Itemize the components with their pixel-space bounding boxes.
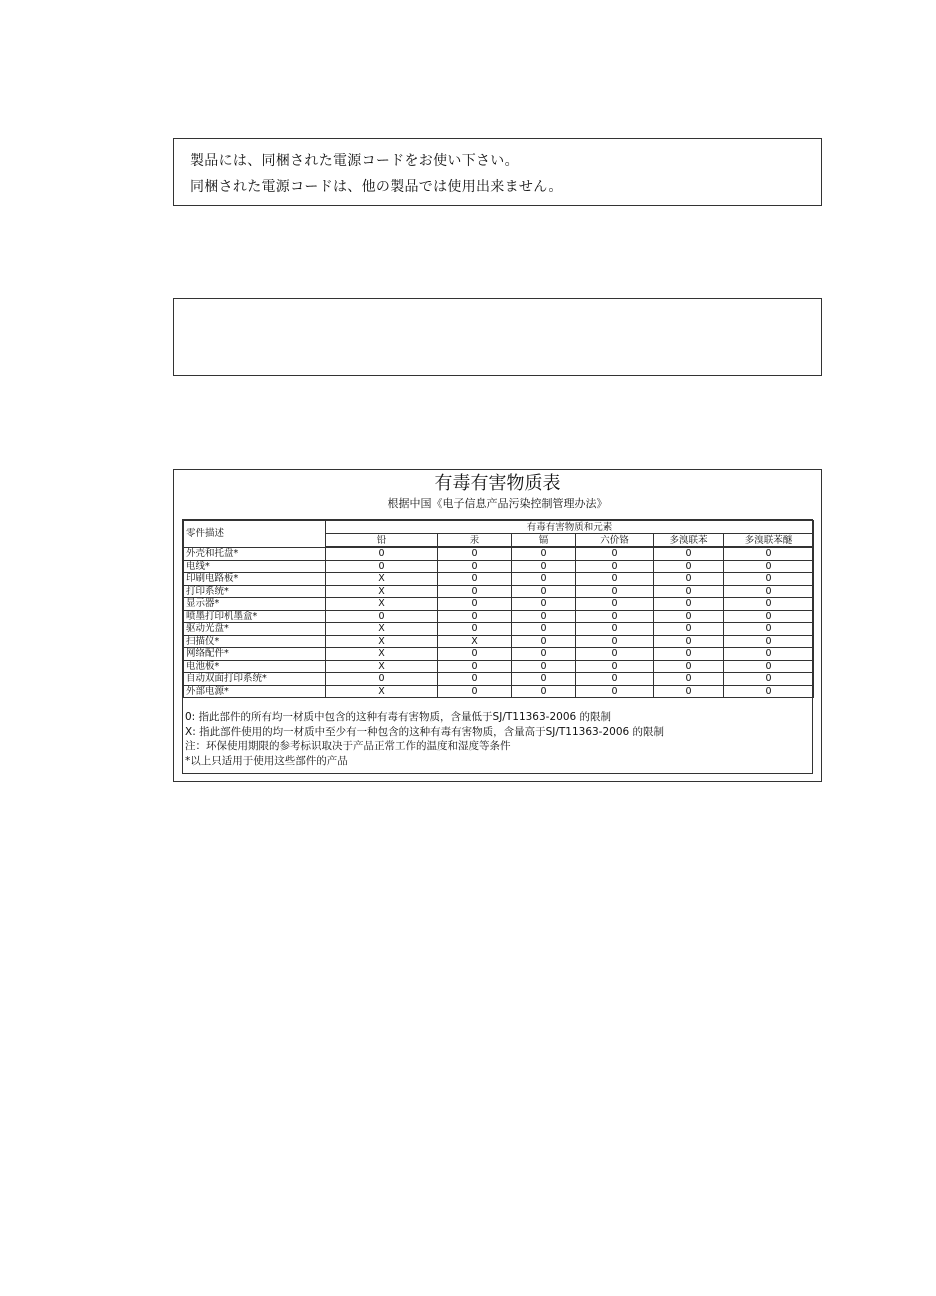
substance-value-cell: 0 bbox=[326, 547, 438, 560]
substance-value-cell: 0 bbox=[724, 560, 814, 573]
substance-value-cell: X bbox=[326, 685, 438, 698]
substance-value-cell: 0 bbox=[512, 585, 576, 598]
substance-value-cell: 0 bbox=[654, 648, 724, 661]
substance-header: 多溴联苯 bbox=[654, 534, 724, 548]
note-line: 0: 指此部件的所有均一材质中包含的这种有毒有害物质，含量低于SJ/T11363-2006 的限制 bbox=[185, 711, 612, 723]
substance-value-cell: 0 bbox=[438, 685, 512, 698]
substance-value-cell: 0 bbox=[576, 573, 654, 586]
substance-value-cell: 0 bbox=[576, 685, 654, 698]
substance-value-cell: 0 bbox=[438, 623, 512, 636]
note-line: X: 指此部件使用的均一材质中至少有一种包含的这种有毒有害物质，含量高于SJ/T11363-2006 的限制 bbox=[185, 725, 665, 738]
part-name-cell: 驱动光盘* bbox=[184, 623, 326, 636]
substance-value-cell: 0 bbox=[654, 685, 724, 698]
substance-value-cell: X bbox=[326, 623, 438, 636]
substance-value-cell: 0 bbox=[512, 635, 576, 648]
table-row bbox=[184, 685, 814, 698]
substances-group-header: 有毒有害物质和元素 bbox=[326, 521, 814, 534]
substance-value-cell: 0 bbox=[654, 547, 724, 560]
substance-value-cell: 0 bbox=[724, 673, 814, 686]
substance-value-cell: 0 bbox=[438, 560, 512, 573]
substance-value-cell: 0 bbox=[512, 598, 576, 611]
table-row bbox=[184, 585, 814, 598]
table-row bbox=[184, 547, 814, 560]
substance-value-cell: 0 bbox=[654, 585, 724, 598]
substance-value-cell: 0 bbox=[724, 685, 814, 698]
notice-line-1: 製品には、同梱された電源コードをお使い下さい。 bbox=[190, 153, 519, 169]
part-name-cell: 网络配件* bbox=[184, 648, 326, 661]
substance-value-cell: 0 bbox=[654, 635, 724, 648]
part-name-cell: 印刷电路板* bbox=[184, 573, 326, 586]
substance-value-cell: 0 bbox=[724, 547, 814, 560]
substance-value-cell: 0 bbox=[724, 623, 814, 636]
substance-header: 六价铬 bbox=[576, 534, 654, 548]
substance-header: 汞 bbox=[438, 534, 512, 548]
table-row bbox=[184, 623, 814, 636]
substance-value-cell: 0 bbox=[512, 648, 576, 661]
substance-value-cell: X bbox=[326, 585, 438, 598]
substance-value-cell: 0 bbox=[326, 610, 438, 623]
substance-value-cell: 0 bbox=[654, 623, 724, 636]
substance-value-cell: 0 bbox=[576, 648, 654, 661]
substance-value-cell: 0 bbox=[724, 610, 814, 623]
substance-value-cell: 0 bbox=[438, 660, 512, 673]
substance-value-cell: 0 bbox=[512, 547, 576, 560]
substance-value-cell: 0 bbox=[438, 585, 512, 598]
substance-value-cell: 0 bbox=[512, 560, 576, 573]
table-subtitle: 根据中国《电子信息产品污染控制管理办法》 bbox=[387, 497, 608, 510]
note-line: 注：环保使用期限的参考标识取决于产品正常工作的温度和湿度等条件 bbox=[185, 740, 511, 752]
substance-value-cell: 0 bbox=[724, 660, 814, 673]
substance-value-cell: 0 bbox=[576, 560, 654, 573]
table-row bbox=[184, 573, 814, 586]
part-name-cell: 自动双面打印系统* bbox=[184, 673, 326, 686]
substance-value-cell: 0 bbox=[654, 560, 724, 573]
substance-value-cell: 0 bbox=[438, 547, 512, 560]
substance-value-cell: 0 bbox=[326, 673, 438, 686]
notice-line-2: 同梱された電源コードは、他の製品では使用出来ません。 bbox=[190, 179, 563, 195]
substance-value-cell: 0 bbox=[576, 598, 654, 611]
substance-value-cell: 0 bbox=[654, 573, 724, 586]
substance-value-cell: 0 bbox=[512, 573, 576, 586]
substance-header: 铅 bbox=[326, 534, 438, 548]
table-row bbox=[184, 673, 814, 686]
table-row bbox=[184, 660, 814, 673]
substance-value-cell: 0 bbox=[438, 610, 512, 623]
part-name-cell: 电线* bbox=[184, 560, 326, 573]
part-name-cell: 扫描仪* bbox=[184, 635, 326, 648]
table-row bbox=[184, 610, 814, 623]
substance-value-cell: 0 bbox=[576, 635, 654, 648]
substance-value-cell: 0 bbox=[576, 585, 654, 598]
substance-value-cell: X bbox=[438, 635, 512, 648]
substance-value-cell: 0 bbox=[512, 660, 576, 673]
substance-value-cell: X bbox=[326, 660, 438, 673]
part-name-cell: 显示器* bbox=[184, 598, 326, 611]
part-description-header: 零件描述 bbox=[184, 521, 326, 548]
substance-value-cell: X bbox=[326, 635, 438, 648]
substance-value-cell: 0 bbox=[654, 610, 724, 623]
substance-value-cell: 0 bbox=[724, 598, 814, 611]
part-name-cell: 外部电源* bbox=[184, 685, 326, 698]
substance-value-cell: 0 bbox=[438, 673, 512, 686]
part-name-cell: 喷墨打印机墨盒* bbox=[184, 610, 326, 623]
substance-value-cell: 0 bbox=[576, 673, 654, 686]
substance-value-cell: X bbox=[326, 598, 438, 611]
substance-value-cell: 0 bbox=[438, 598, 512, 611]
table-frame bbox=[182, 519, 813, 774]
substance-header: 镉 bbox=[512, 534, 576, 548]
substance-value-cell: 0 bbox=[576, 610, 654, 623]
substance-value-cell: 0 bbox=[512, 623, 576, 636]
substance-value-cell: 0 bbox=[438, 648, 512, 661]
table-row bbox=[184, 598, 814, 611]
table-row bbox=[184, 648, 814, 661]
toxic-substances-table bbox=[183, 520, 814, 698]
table-row bbox=[184, 560, 814, 573]
substance-value-cell: 0 bbox=[654, 598, 724, 611]
substance-value-cell: 0 bbox=[654, 673, 724, 686]
table-header-row bbox=[184, 521, 814, 534]
table-row bbox=[184, 635, 814, 648]
substance-value-cell: X bbox=[326, 573, 438, 586]
substance-header: 多溴联苯醚 bbox=[724, 534, 814, 548]
substance-value-cell: 0 bbox=[724, 648, 814, 661]
note-line: *以上只适用于使用这些部件的产品 bbox=[185, 754, 348, 767]
substance-value-cell: 0 bbox=[576, 660, 654, 673]
substance-value-cell: 0 bbox=[654, 660, 724, 673]
empty-notice-box bbox=[173, 298, 822, 376]
substance-value-cell: 0 bbox=[512, 685, 576, 698]
substance-value-cell: 0 bbox=[512, 673, 576, 686]
substance-value-cell: X bbox=[326, 648, 438, 661]
table-title: 有毒有害物质表 bbox=[434, 473, 561, 494]
substance-value-cell: 0 bbox=[576, 547, 654, 560]
substance-value-cell: 0 bbox=[512, 610, 576, 623]
substance-value-cell: 0 bbox=[576, 623, 654, 636]
substance-value-cell: 0 bbox=[438, 573, 512, 586]
japanese-power-cord-notice bbox=[173, 138, 822, 206]
part-name-cell: 电池板* bbox=[184, 660, 326, 673]
substance-value-cell: 0 bbox=[724, 585, 814, 598]
part-name-cell: 外壳和托盘* bbox=[184, 547, 326, 560]
substance-value-cell: 0 bbox=[326, 560, 438, 573]
part-name-cell: 打印系统* bbox=[184, 585, 326, 598]
toxic-substances-section bbox=[173, 469, 822, 782]
substance-value-cell: 0 bbox=[724, 573, 814, 586]
table-notes bbox=[185, 710, 805, 768]
substance-value-cell: 0 bbox=[724, 635, 814, 648]
